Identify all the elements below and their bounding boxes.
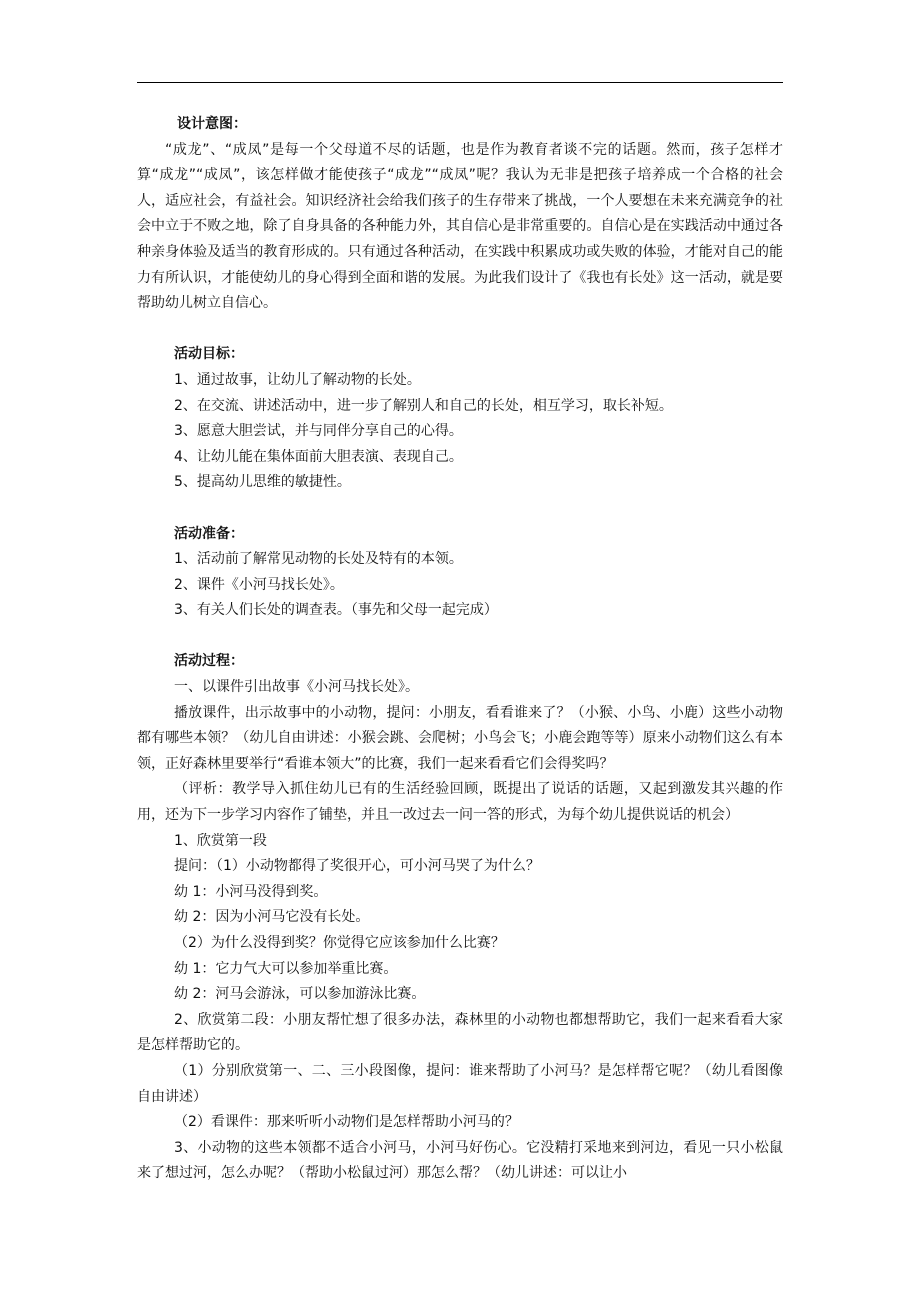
preparation-item: 1、活动前了解常见动物的长处及特有的本领。: [174, 551, 463, 568]
process-line: 3、小动物的这些本领都不适合小河马，小河马好伤心。它没精打采地来到河边，看见一只小松鼠来了想过河，怎么办呢？（帮助小松鼠过河）那怎么帮？（幼儿讲述：可以让小: [137, 1139, 783, 1182]
goals-heading: 活动目标：: [174, 346, 244, 363]
process-line: 1、欣赏第一段: [174, 832, 267, 849]
section-gap: [137, 317, 783, 343]
design-intent-heading: 设计意图：: [177, 116, 247, 132]
section-gap: [137, 624, 783, 650]
preparation-heading: 活动准备：: [174, 525, 244, 542]
goal-item: 2、在交流、讲述活动中，进一步了解别人和自己的长处，相互学习，取长补短。: [174, 397, 673, 414]
document-body: [137, 112, 783, 1187]
process-line: （2）为什么没得到奖？你觉得它应该参加什么比赛？: [174, 935, 505, 951]
process-heading: 活动过程：: [174, 653, 244, 670]
header-rule: [137, 82, 783, 83]
process-line: 幼 2：因为小河马它没有长处。: [174, 909, 370, 926]
process-line: （1）分别欣赏第一、二、三小段图像，提问：谁来帮助了小河马？是怎样帮它呢？（幼儿看图像自由讲述）: [137, 1062, 783, 1105]
process-line: 播放课件，出示故事中的小动物，提问：小朋友，看看谁来了？（小猴、小鸟、小鹿）这些小动物都有哪些本领？（幼儿自由讲述：小猴会跳、会爬树；小鸟会飞；小鹿会跑等等）原来小动物们这么有本领，正好森林里要举行“看谁本领大”的比赛，我们一起来看看它们会得奖吗？: [137, 704, 783, 772]
design-intent-paragraph: “成龙”、“成凤”是每一个父母道不尽的话题，也是作为教育者谈不完的话题。然而，孩子怎样才算“成龙”“成凤”，该怎样做才能使孩子“成龙”“成凤”呢？我认为无非是把孩子培养成一个合格的社会人，适应社会，有益社会。知识经济社会给我们孩子的生存带来了挑战，一个人要想在未来充满竞争的社会中立于不败之地，除了自身具备的各种能力外，其自信心是非常重要的。自信心是在实践活动中通过各种亲身体验及适当的教育形成的。只有通过各种活动，在实践中积累成功或失败的体验，才能对自己的能力有所认识，才能使幼儿的身心得到全面和谐的发展。为此我们设计了《我也有长处》这一活动，就是要帮助幼儿树立自信心。: [137, 141, 783, 312]
preparation-item: 3、有关人们长处的调查表。（事先和父母一起完成）: [174, 602, 498, 619]
goal-item: 5、提高幼儿思维的敏捷性。: [174, 474, 351, 491]
process-line: 幼 2：河马会游泳，可以参加游泳比赛。: [174, 986, 426, 1003]
process-line: 2、欣赏第二段：小朋友帮忙想了很多办法，森林里的小动物也都想帮助它，我们一起来看看大家是怎样帮助它的。: [137, 1011, 783, 1054]
preparation-item: 2、课件《小河马找长处》。: [174, 576, 344, 593]
process-line: 幼 1：小河马没得到奖。: [174, 883, 328, 900]
section-gap: [137, 496, 783, 522]
process-line: 幼 1：它力气大可以参加举重比赛。: [174, 960, 398, 977]
process-line: （2）看课件：那来听听小动物们是怎样帮助小河马的？: [174, 1114, 519, 1131]
goal-item: 3、愿意大胆尝试，并与同伴分享自己的心得。: [174, 423, 463, 440]
goal-item: 4、让幼儿能在集体面前大胆表演、表现自己。: [174, 448, 463, 465]
process-line: 提问：（1）小动物都得了奖很开心，可小河马哭了为什么？: [174, 858, 540, 875]
goal-item: 1、通过故事，让幼儿了解动物的长处。: [174, 371, 421, 388]
process-line: 一、以课件引出故事《小河马找长处》。: [174, 679, 419, 696]
process-commentary: （评析：教学导入抓住幼儿已有的生活经验回顾，既提出了说话的话题，又起到激发其兴趣的作用，还为下一步学习内容作了铺垫，并且一改过去一问一答的形式，为每个幼儿提供说话的机会）: [137, 781, 783, 824]
